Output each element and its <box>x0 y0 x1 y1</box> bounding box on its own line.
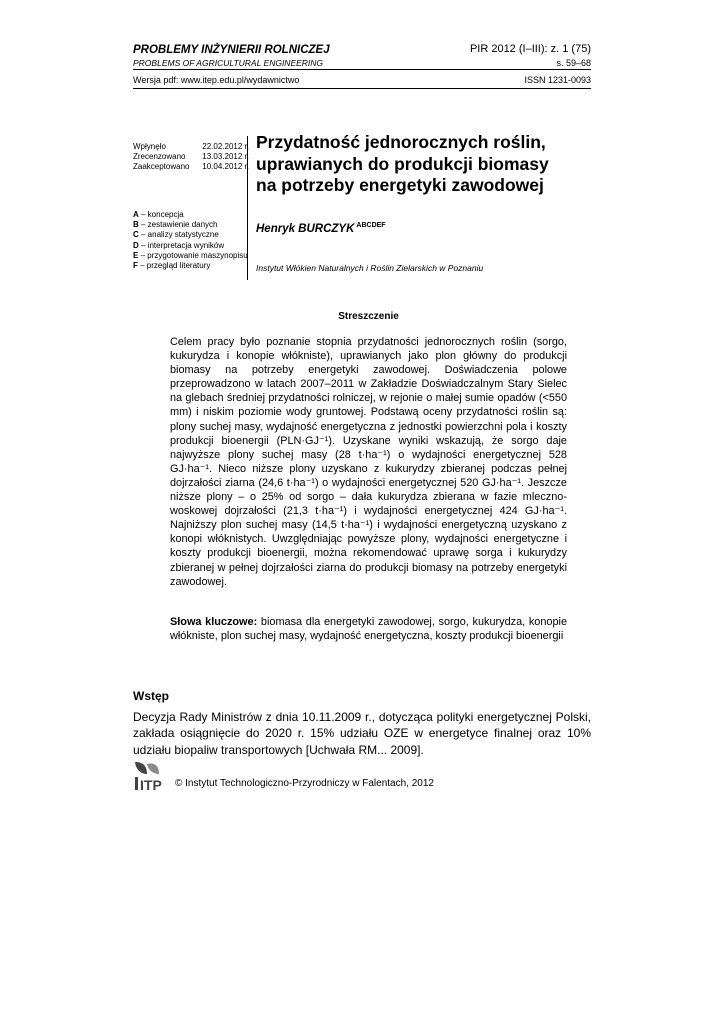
abstract-text: Celem pracy było poznanie stopnia przydatności jednorocznych roślin (sorgo, kukurydza i konopie włókniste), uprawianych jako plon główny do produkcji biomasy na potrzeby energetyki zawodowej. Doświadczenia polowe przeprowadzono w latach 2007–2011 w Zakładzie Doświadczalnym Stary Sielec na glebach średniej przydatności rolniczej, w rejonie o małej sumie opadów (<550 mm) i niskim poziomie wody gruntowej. Podstawą oceny przydatności roślin są: plony suchej masy, wydajność energetyczna z jednostki powierzchni pola i koszty produkcji bioenergii (PLN·GJ⁻¹). Uzyskane wyniki wskazują, że sorgo daje najwyższe plony suchej masy (28 t·ha⁻¹) o wydajności energetycznej 528 GJ·ha⁻¹. Nieco niższe plony uzyskano z kukurydzy zbieranej podczas pełnej dojrzałości ziarna (24,6 t·ha⁻¹) o wydajności energetycznej 520 GJ·ha⁻¹. Jeszcze niższe plony – o 25% od sorgo – dała kukurydza zbierana w fazie mleczno-woskowej dojrzałości (21,3 t·ha⁻¹) i wydajności energetycznej 424 GJ·ha⁻¹. Najniższy plon suchej masy (14,5 t·ha⁻¹) i wydajności energetyczną uzyskano z konopi włóknistych. Uwzględniając powyższe plony, wydajności energetyczne i koszty produkcji bioenergii, można rekomendować uprawę sorga i kukurydzy zbieranej w pełnej dojrzałości ziarna do produkcji biomasy na potrzeby energetyki zawodowej. <box>170 336 567 588</box>
contribution-item: B – zestawienie danych <box>133 220 218 230</box>
issue-number: PIR 2012 (I–III): z. 1 (75) <box>469 43 591 55</box>
keywords-label: Słowa kluczowe: <box>170 616 258 628</box>
logo-leaf <box>135 762 147 774</box>
sidebar-divider <box>247 136 248 280</box>
header-divider-2 <box>133 88 591 89</box>
journal-title-english: PROBLEMS OF AGRICULTURAL ENGINEERING <box>133 58 324 68</box>
intro-paragraph: Decyzja Rady Ministrów z dnia 10.11.2009 r., dotycząca polityki energetycznej Polski, zakłada osiągnięcie do 2020 r. 15% udziału OZE w energetyce finalnej oraz 10% udziału biopaliw transportowych [Uchwała RM... 2009]. <box>133 710 591 757</box>
date-received: Wpłynęło 22.02.2012 r. <box>133 142 249 151</box>
copyright: © Instytut Technologiczno-Przyrodniczy w Falentach, 2012 <box>175 778 434 789</box>
article-dates <box>133 142 249 172</box>
date-accepted: Zaakceptowano 10.04.2012 r. <box>133 162 249 171</box>
section-heading-intro: Wstęp <box>133 689 169 703</box>
author <box>256 222 386 235</box>
keywords <box>170 615 567 643</box>
itp-logo-icon <box>133 760 173 792</box>
journal-title: PROBLEMY INŻYNIERII ROLNICZEJ <box>133 44 330 56</box>
abstract-heading: Streszczenie <box>338 311 399 322</box>
page-range: s. 59–68 <box>556 58 591 68</box>
author-roles: ABCDEF <box>356 222 386 229</box>
article-title: Przydatność jednorocznych roślin, uprawianych do produkcji biomasy na potrzeby energetyki zawodowej <box>256 132 549 195</box>
logo-leaf <box>147 763 159 774</box>
contribution-item: F – przegląd literatury <box>133 261 211 271</box>
keywords-text: biomasa dla energetyki zawodowej, sorgo, kukurydza, konopie włókniste, plon suchej masy, wydajność energetyczna, koszty produkcji bioenergii <box>170 616 568 643</box>
contribution-item: E – przygotowanie maszynopisu <box>133 250 248 260</box>
issn: ISSN 1231-0093 <box>524 75 591 85</box>
date-reviewed: Zrecenzowano 13.03.2012 r. <box>133 152 249 161</box>
logo-bar <box>135 777 138 790</box>
web-version: Wersja pdf: www.itep.edu.pl/wydawnictwo <box>133 75 300 85</box>
author-name: Henryk BURCZYK <box>256 223 355 235</box>
contribution-item: C – analizy statystyczne <box>133 230 219 240</box>
logo-text: ITP <box>140 777 162 792</box>
contribution-item: D – interpretacja wyników <box>133 240 225 250</box>
contribution-legend <box>133 210 253 271</box>
header-divider <box>133 69 591 70</box>
affiliation: Instytut Włókien Naturalnych i Roślin Zielarskich w Poznaniu <box>256 263 484 273</box>
contribution-item: A – koncepcja <box>133 210 184 219</box>
abstract-body <box>170 335 567 589</box>
